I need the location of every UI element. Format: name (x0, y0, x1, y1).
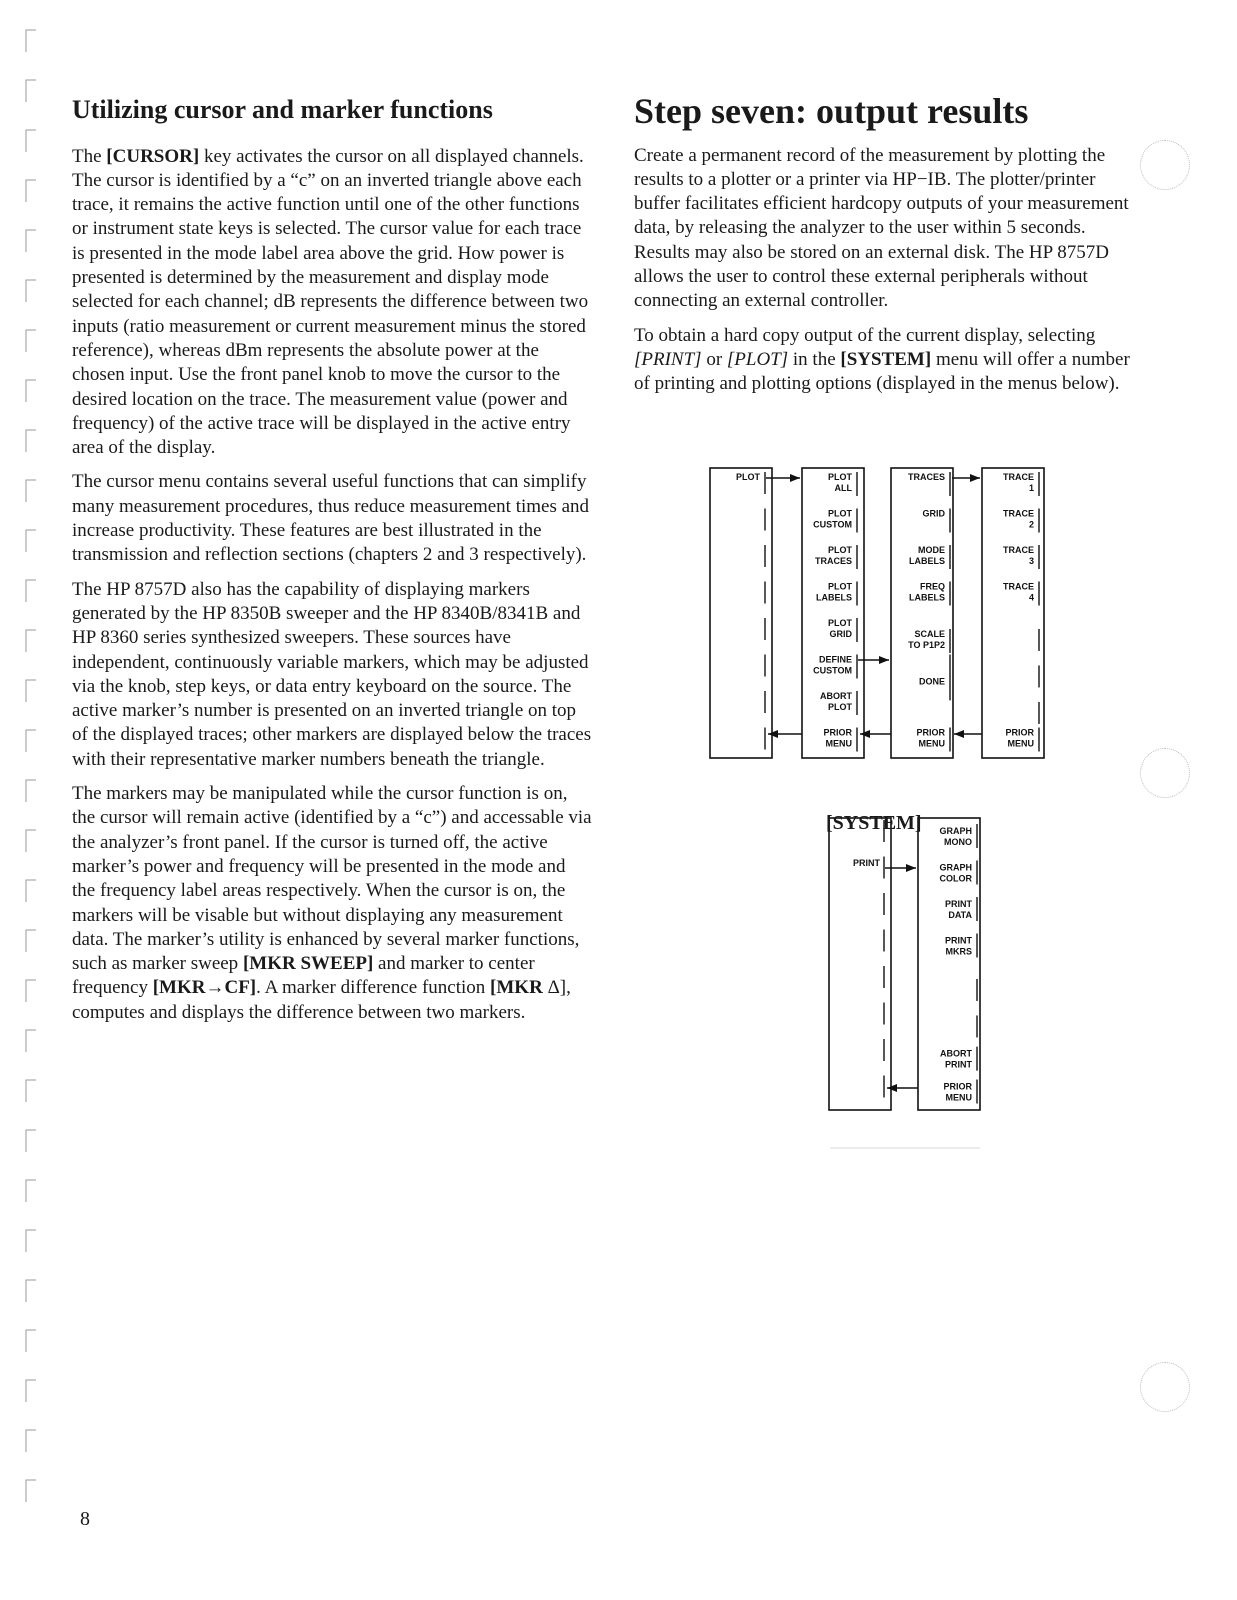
print-option-label: GRAPH (939, 826, 972, 836)
text-run: or (701, 348, 727, 370)
trace-option-label: TRACE (1003, 545, 1034, 555)
key-label: [MKR→CF] (152, 977, 257, 999)
print-option-label: ABORT (940, 1048, 972, 1059)
plot-option-label: PLOT (828, 545, 852, 555)
define-option-label: TO P1P2 (908, 639, 945, 650)
plot-option-label: MENU (825, 738, 852, 749)
trace-option-label: 2 (1028, 519, 1034, 530)
arrow-traces-to-trace-menu-head (970, 474, 980, 482)
print-option-label: MONO (944, 837, 972, 847)
plot-option-label: CUSTOM (813, 665, 852, 676)
arrow-prior-to-root-head (768, 730, 778, 738)
key-label: [CURSOR] (106, 145, 200, 167)
text-run: menu will offer a number of printing and plotting options (displayed in the menus below). (634, 348, 1130, 395)
define-option-label: PRIOR (916, 727, 945, 738)
plot-option-label: PLOT (828, 508, 852, 519)
print-option-label: GRAPH (939, 862, 972, 873)
text-run: in the (788, 348, 841, 370)
cursor-marker-heading: Utilizing cursor and marker functions (72, 95, 493, 124)
print-option-label: PRIOR (943, 1081, 972, 1092)
print-option-label: MKRS (945, 946, 972, 957)
trace-option-label: TRACE (1003, 472, 1034, 482)
plot-softkey-label: PLOT (736, 472, 760, 482)
print-option-label: PRINT (945, 899, 972, 909)
text-run: The cursor menu contains several useful functions that can simplify many measurement procedures, thus reduce measurement times and increase productivity. These features are best illustrated in the transmission and reflection sections (chapters 2 and 3 respectively). (72, 471, 590, 566)
key-label: [MKR (490, 977, 543, 999)
text-run: . A marker difference function (256, 977, 491, 999)
plot-option-label: LABELS (816, 592, 852, 603)
plot-option-label: PLOT (828, 581, 852, 592)
define-option-label: DONE (918, 676, 945, 687)
text-run: and marker to center frequency (72, 953, 535, 999)
define-option-label: MENU (918, 738, 945, 749)
text-run: The HP 8757D also has the capability of displaying markers generated by the HP 8350B sweeper and the HP 8340B/8341B and HP 8360 series synthesized sweepers. These sources have independent, continuously variable markers, which may be adjusted via the knob, step keys, or data entry keyboard on the source. The active marker’s number is presented on an inverted triangle on top of the displayed traces; other markers are displayed below the traces with their representative marker numbers beneath the triangle. (72, 578, 592, 770)
trace-option-label: 1 (1028, 483, 1034, 493)
plot-option-label: DEFINE (818, 654, 852, 665)
define-option-label: LABELS (909, 556, 945, 566)
system-softkey-label: PRINT (853, 858, 880, 868)
define-option-label: MODE (918, 545, 945, 555)
key-label: [PRINT] (634, 348, 702, 370)
trace-option-label: MENU (1007, 738, 1034, 749)
plot-root-menu (710, 468, 772, 758)
text-run: To obtain a hard copy output of the current display, selecting (634, 324, 1096, 346)
text-run: The markers may be manipulated while the cursor function is on, the cursor will remain active (identified by a “c”) and accessable via the analyzer’s front panel. If the cursor is turned off, the active marker’s power and frequency will be presented in the mode and the frequency label areas respectively. When the cursor is on, the markers will be visable but without displaying any measurement data. The marker’s utility is enhanced by several marker functions, such as marker sweep (72, 783, 592, 975)
define-option-label: SCALE (914, 628, 945, 639)
key-label: [SYSTEM] (840, 348, 932, 370)
print-option-label: MENU (945, 1092, 972, 1103)
text-run: The (72, 145, 107, 167)
plot-option-label: PRIOR (823, 727, 852, 738)
arrow-plot-to-plot-menu-head (790, 474, 800, 482)
text-run: Create a permanent record of the measurement by plotting the results to a plotter or a printer via HP−IB. The plotter/printer buffer facilitates efficient hardcopy outputs of your measurement data, by releasing the analyzer to the user within 5 seconds. Results may also be stored on an external disk. The HP 8757D allows the user to control these external peripherals without connecting an external controller. (634, 144, 1129, 312)
text-run: Δ], computes and displays the difference between two markers. (72, 977, 571, 1023)
plot-option-label: PLOT (828, 472, 852, 482)
trace-option-label: TRACE (1003, 581, 1034, 592)
step-seven-heading: Step seven: output results (634, 91, 1029, 131)
arrow-prior-to-plot-menu-head (860, 730, 870, 738)
page-number: 8 (80, 1508, 90, 1530)
text-run: key activates the cursor on all displayed channels. The cursor is identified by a “c” on an inverted triangle above each trace, it remains the active function until one of the other functions or instrument state keys is selected. The cursor value for each trace is presented in the mode label area above the grid. How power is presented is determined by the measurement and display mode selected for each channel; dB represents the difference between two inputs (ratio measurement or current measurement minus the stored reference), whereas dBm represents the absolute power at the chosen input. Use the front panel knob to move the cursor to the desired location on the trace. The measurement value (power and frequency) of the active trace will be displayed in the active entry area of the display. (72, 145, 589, 459)
plot-option-label: ALL (834, 483, 852, 493)
trace-option-label: TRACE (1003, 508, 1034, 519)
plot-option-label: CUSTOM (813, 519, 852, 530)
plot-option-label: PLOT (828, 618, 852, 628)
define-option-label: TRACES (907, 472, 945, 482)
plot-option-label: TRACES (814, 556, 852, 566)
plot-option-label: GRID (829, 629, 852, 639)
trace-option-label: 4 (1028, 592, 1034, 603)
system-menu-title: [SYSTEM] (826, 812, 922, 834)
print-option-label: DATA (948, 910, 972, 920)
define-option-label: GRID (922, 508, 945, 519)
key-label: [PLOT] (726, 348, 789, 370)
arrow-prior-to-define-head (954, 730, 964, 738)
trace-option-label: PRIOR (1005, 727, 1034, 738)
arrow-print-to-print-menu-head (906, 864, 916, 872)
plot-option-label: PLOT (828, 702, 852, 712)
arrow-define-to-custom-head (879, 656, 889, 664)
plot-option-label: ABORT (820, 691, 852, 701)
define-option-label: LABELS (909, 592, 945, 603)
print-option-label: PRINT (945, 1059, 972, 1070)
trace-option-label: 3 (1028, 556, 1034, 566)
arrow-prior-to-system-head (887, 1084, 897, 1092)
print-option-label: COLOR (939, 873, 972, 884)
print-option-label: PRINT (945, 935, 972, 946)
define-option-label: FREQ (919, 581, 945, 592)
key-label: [MKR SWEEP] (242, 953, 374, 975)
